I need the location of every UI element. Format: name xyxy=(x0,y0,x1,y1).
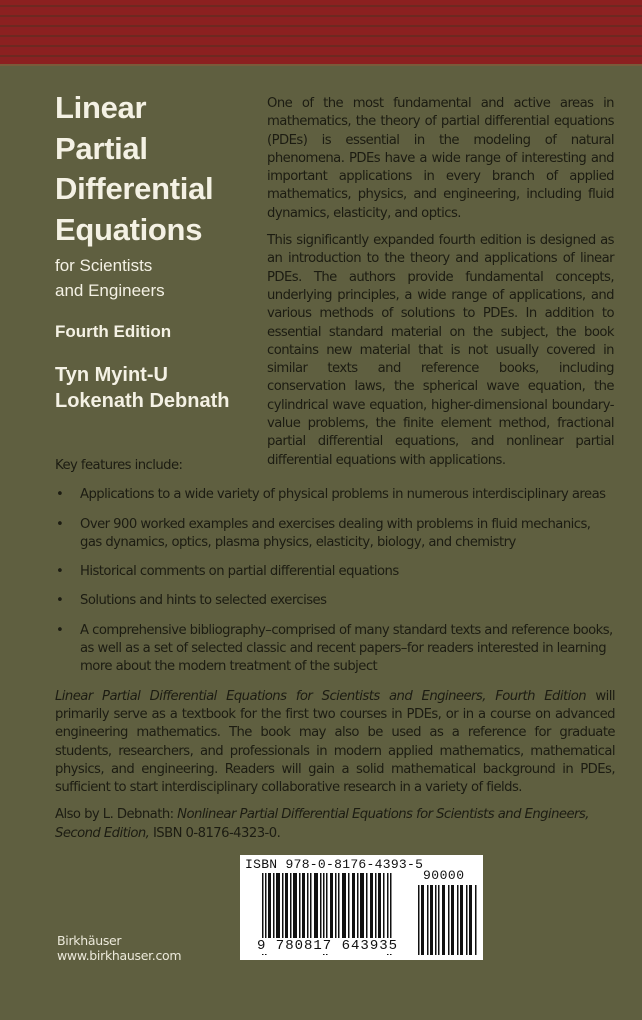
usage-paragraph: Linear Partial Differential Equations for Scientists and Engineers, Fourth Edition will primarily serve as a textbook for the first two courses in PDEs, or in a course on advanced engineering mathematics. The book may also be used as a reference for graduate students, researchers, and professionals in modern applied mathematics, mathematical physics, and engineering. Readers will gain a solid mathematical background in PDEs, sufficient to start interdisciplinary collaborative research in a variety of fields. xyxy=(55,688,615,796)
isbn-label: ISBN 978-0-8176-4393-5 xyxy=(245,857,424,872)
subtitle-line: and Engineers xyxy=(55,281,165,300)
feature-item: • Solutions and hints to selected exercises xyxy=(55,592,615,610)
title-line: Partial xyxy=(55,130,148,166)
edition-label: Fourth Edition xyxy=(55,322,172,341)
feature-item: • A comprehensive bibliography–comprised of many standard texts and reference books, as well as a set of selected classic and recent papers–for readers interested in learning more about the modern treatment of the subject xyxy=(56,622,613,675)
features-list xyxy=(55,486,615,676)
publisher-name: Birkhäuser xyxy=(57,933,122,948)
bullet-icon: • xyxy=(56,516,64,532)
title-line: Differential xyxy=(55,171,214,206)
title-line: Equations xyxy=(55,211,203,247)
author-name: Lokenath Debnath xyxy=(55,390,230,412)
feature-item: • Historical comments on partial differential equations xyxy=(55,563,615,581)
feature-item: • Over 900 worked examples and exercises dealing with problems in fluid mechanics, gas dynamics, optics, plasma physics, elasticity, biology, and chemistry xyxy=(56,516,591,550)
features-heading: Key features include: xyxy=(55,458,183,473)
isbn-barcode xyxy=(240,855,483,960)
feature-item: • Applications to a wide variety of physical problems in numerous interdisciplinary areas xyxy=(55,486,615,504)
author-name: Tyn Myint-U xyxy=(55,364,168,386)
also-by-title: Nonlinear Partial Differential Equations for Scientists and Engineers, Second Edition, xyxy=(55,807,589,841)
intro-paragraph: One of the most fundamental and active areas in mathematics, the theory of partial differential equations (PDEs) is essential in the modeling of natural phenomena. PDEs have a wide range of interesting and important applications in every branch of applied mathematics, physics, and engineering, including fluid dynamics, elasticity, and optics. xyxy=(267,96,614,221)
addon-bars-icon xyxy=(418,885,478,955)
book-subtitle xyxy=(55,253,265,303)
publisher-url: www.birkhauser.com xyxy=(57,948,182,963)
lower-body xyxy=(55,457,615,843)
book-title xyxy=(55,88,265,250)
price-addon-label: 90000 xyxy=(423,868,465,883)
authors xyxy=(55,362,265,414)
bullet-icon: • xyxy=(56,622,64,638)
ean-digits: 9 780817 643935 xyxy=(257,938,399,954)
title-line: Linear xyxy=(55,90,147,125)
subtitle-line: for Scientists xyxy=(55,256,153,275)
title-block xyxy=(55,88,265,414)
intro-paragraph: This significantly expanded fourth edition is designed as an introduction to the theory and applications of linear PDEs. The authors provide fundamental concepts, underlying principles, a wide range of applications, and various methods of solutions to PDEs. In addition to essential standard material on the subject, the book contains new material that is not usually covered in similar texts and reference books, including conservation laws, the spherical wave equation, the cylindrical wave equation, higher-dimensional boundary-value problems, the finite element method, fractional partial differential equations, and nonlinear partial differential equations with applications. xyxy=(267,233,614,468)
decorative-stripe-band xyxy=(0,0,642,66)
usage-book-title: Linear Partial Differential Equations for Scientists and Engineers, Fourth Edition xyxy=(55,688,587,704)
bullet-icon: • xyxy=(56,564,64,580)
also-by-note: Also by L. Debnath: Nonlinear Partial Differential Equations for Scientists and Engineers, Second Edition, ISBN 0-8176-4323-0. xyxy=(55,807,589,841)
bullet-icon: • xyxy=(56,487,64,503)
publisher-block xyxy=(57,933,181,963)
bullet-icon: • xyxy=(56,593,64,609)
intro-blurb xyxy=(267,95,614,479)
